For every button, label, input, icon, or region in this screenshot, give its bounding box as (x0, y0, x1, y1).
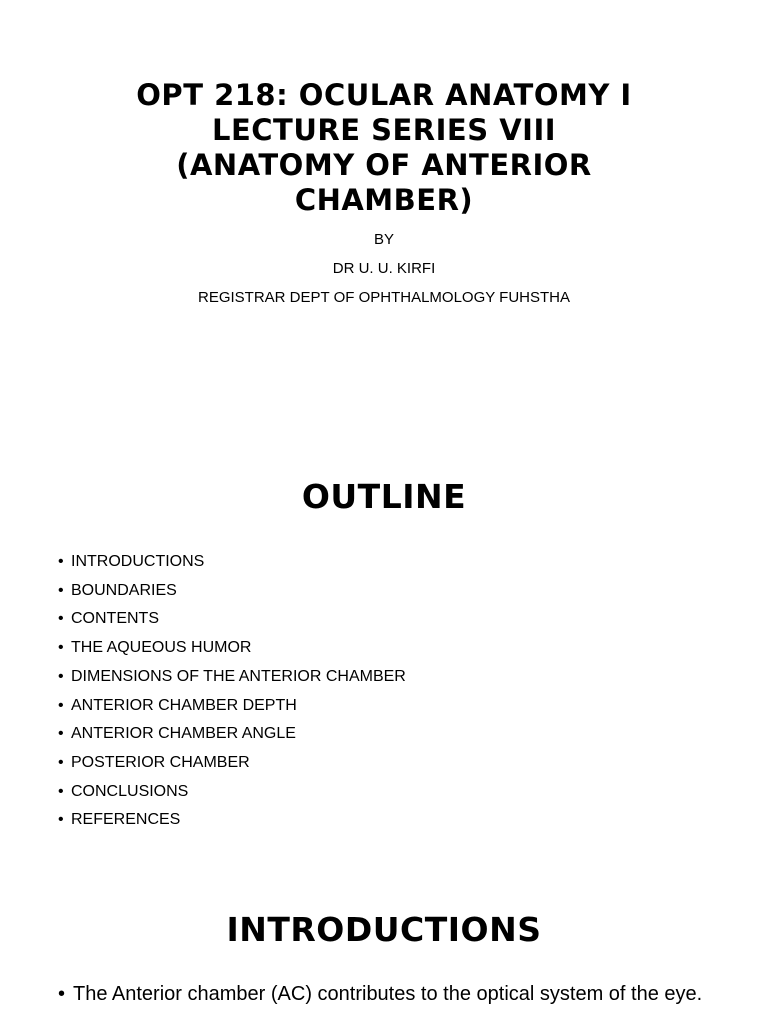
bullet-icon: • (58, 782, 64, 800)
list-item (58, 634, 406, 663)
list-item-label: ANTERIOR CHAMBER ANGLE (71, 725, 296, 743)
list-item-label: ANTERIOR CHAMBER DEPTH (71, 696, 297, 714)
bullet-icon: • (58, 610, 64, 628)
list-item-label: The Anterior chamber (AC) contributes to the optical system of the eye. (73, 983, 703, 1005)
list-item (58, 806, 406, 835)
list-item-label: CONTENTS (71, 610, 159, 628)
author-affiliation: REGISTRAR DEPT OF OPHTHALMOLOGY FUHSTHA (198, 289, 570, 306)
list-item-label: INTRODUCTIONS (71, 553, 205, 570)
list-item (58, 663, 406, 692)
list-item-label: REFERENCES (71, 811, 181, 829)
outline-list (58, 548, 406, 835)
slide-title-line: (ANATOMY OF ANTERIOR (176, 148, 592, 182)
bullet-icon: • (58, 639, 64, 657)
slide-title-line: LECTURE SERIES VIII (211, 113, 557, 147)
slide-title-line: CHAMBER) (294, 183, 474, 217)
list-item-label: POSTERIOR CHAMBER (71, 753, 250, 771)
list-item-label: BOUNDARIES (71, 581, 177, 599)
list-item (58, 720, 406, 749)
slide-title (60, 78, 708, 218)
list-item (58, 577, 406, 606)
list-item (58, 692, 406, 721)
bullet-icon: • (58, 983, 66, 1005)
bullet-icon: • (58, 725, 64, 743)
bullet-icon: • (58, 553, 64, 570)
slide-title-line: OPT 218: OCULAR ANATOMY I (136, 78, 632, 112)
list-item (58, 982, 708, 1007)
list-item (58, 605, 406, 634)
bullet-icon: • (58, 753, 64, 771)
introductions-heading: INTRODUCTIONS (226, 910, 542, 949)
introductions-list (58, 982, 708, 1007)
bullet-icon: • (58, 811, 64, 829)
bullet-icon: • (58, 581, 64, 599)
by-line: BY (373, 231, 394, 248)
author-name: DR U. U. KIRFI (332, 260, 436, 277)
outline-heading: OUTLINE (301, 477, 467, 516)
bullet-icon: • (58, 696, 64, 714)
list-item (58, 749, 406, 778)
list-item (58, 778, 406, 807)
list-item-label: DIMENSIONS OF THE ANTERIOR CHAMBER (71, 667, 406, 685)
list-item-label: THE AQUEOUS HUMOR (71, 639, 252, 657)
list-item-label: CONCLUSIONS (71, 782, 189, 800)
bullet-icon: • (58, 667, 64, 685)
list-item (58, 548, 406, 577)
